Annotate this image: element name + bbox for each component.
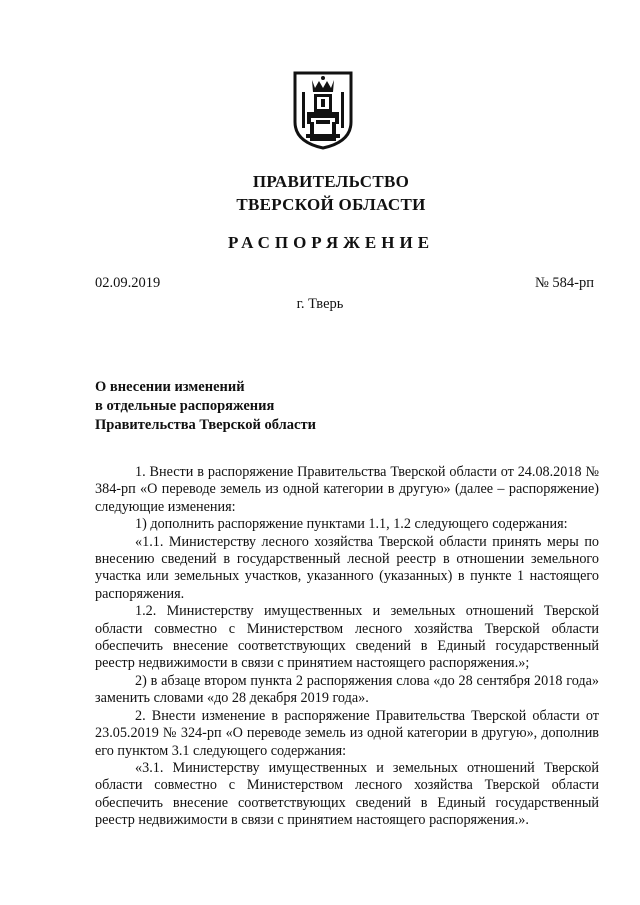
document-type: РАСПОРЯЖЕНИЕ xyxy=(227,233,435,252)
organization-name xyxy=(0,170,640,216)
document-date: 02.09.2019 xyxy=(95,275,161,291)
document-number: № 584-рп xyxy=(534,275,594,291)
document-subject xyxy=(95,378,316,435)
org-line-2: ТВЕРСКОЙ ОБЛАСТИ xyxy=(236,195,426,214)
body-paragraph: 2. Внести изменение в распоряжение Правительства Тверской области от 23.05.2019 № 324-рп «О переводе земель из одной категории в другую», дополнив его пунктом 3.1 следующего содержания: xyxy=(95,707,599,759)
body-paragraph: 1.2. Министерству имущественных и земельных отношений Тверской области совместно с Министерством лесного хозяйства Тверской области обеспечить внесение соответствующих сведений в Единый государственный реестр недвижимости в связи с принятием настоящего распоряжения.»; xyxy=(95,603,599,672)
subject-line-2: в отдельные распоряжения xyxy=(95,398,275,414)
document-city: г. Тверь xyxy=(296,296,344,312)
org-line-1: ПРАВИТЕЛЬСТВО xyxy=(252,172,410,191)
body-paragraph: 1. Внести в распоряжение Правительства Тверской области от 24.08.2018 № 384-рп «О переводе земель из одной категории в другую» (далее – распоряжение) следующие изменения: xyxy=(95,464,599,515)
tver-coat-of-arms-icon xyxy=(292,70,354,150)
subject-line-3: Правительства Тверской области xyxy=(95,417,316,433)
body-paragraph: «3.1. Министерству имущественных и земельных отношений Тверской области совместно с Министерством лесного хозяйства Тверской области обеспечить внесение соответствующих сведений в Единый государственный реестр недвижимости в связи с принятием настоящего распоряжения.». xyxy=(95,759,599,829)
subject-line-1: О внесении изменений xyxy=(95,379,245,395)
body-paragraph: «1.1. Министерству лесного хозяйства Тверской области принять меры по внесению сведений в государственный лесной реестр в отношении земельного участка или земельных участков, указанного (указанных) в пункте 1 настоящего распоряжения. xyxy=(95,533,599,602)
body-paragraph: 2) в абзаце втором пункта 2 распоряжения слова «до 28 сентября 2018 года» заменить словами «до 28 декабря 2019 года». xyxy=(95,672,599,707)
body-paragraph: 1) дополнить распоряжение пунктами 1.1, 1.2 следующего содержания: xyxy=(135,516,568,533)
document-body xyxy=(95,464,599,830)
